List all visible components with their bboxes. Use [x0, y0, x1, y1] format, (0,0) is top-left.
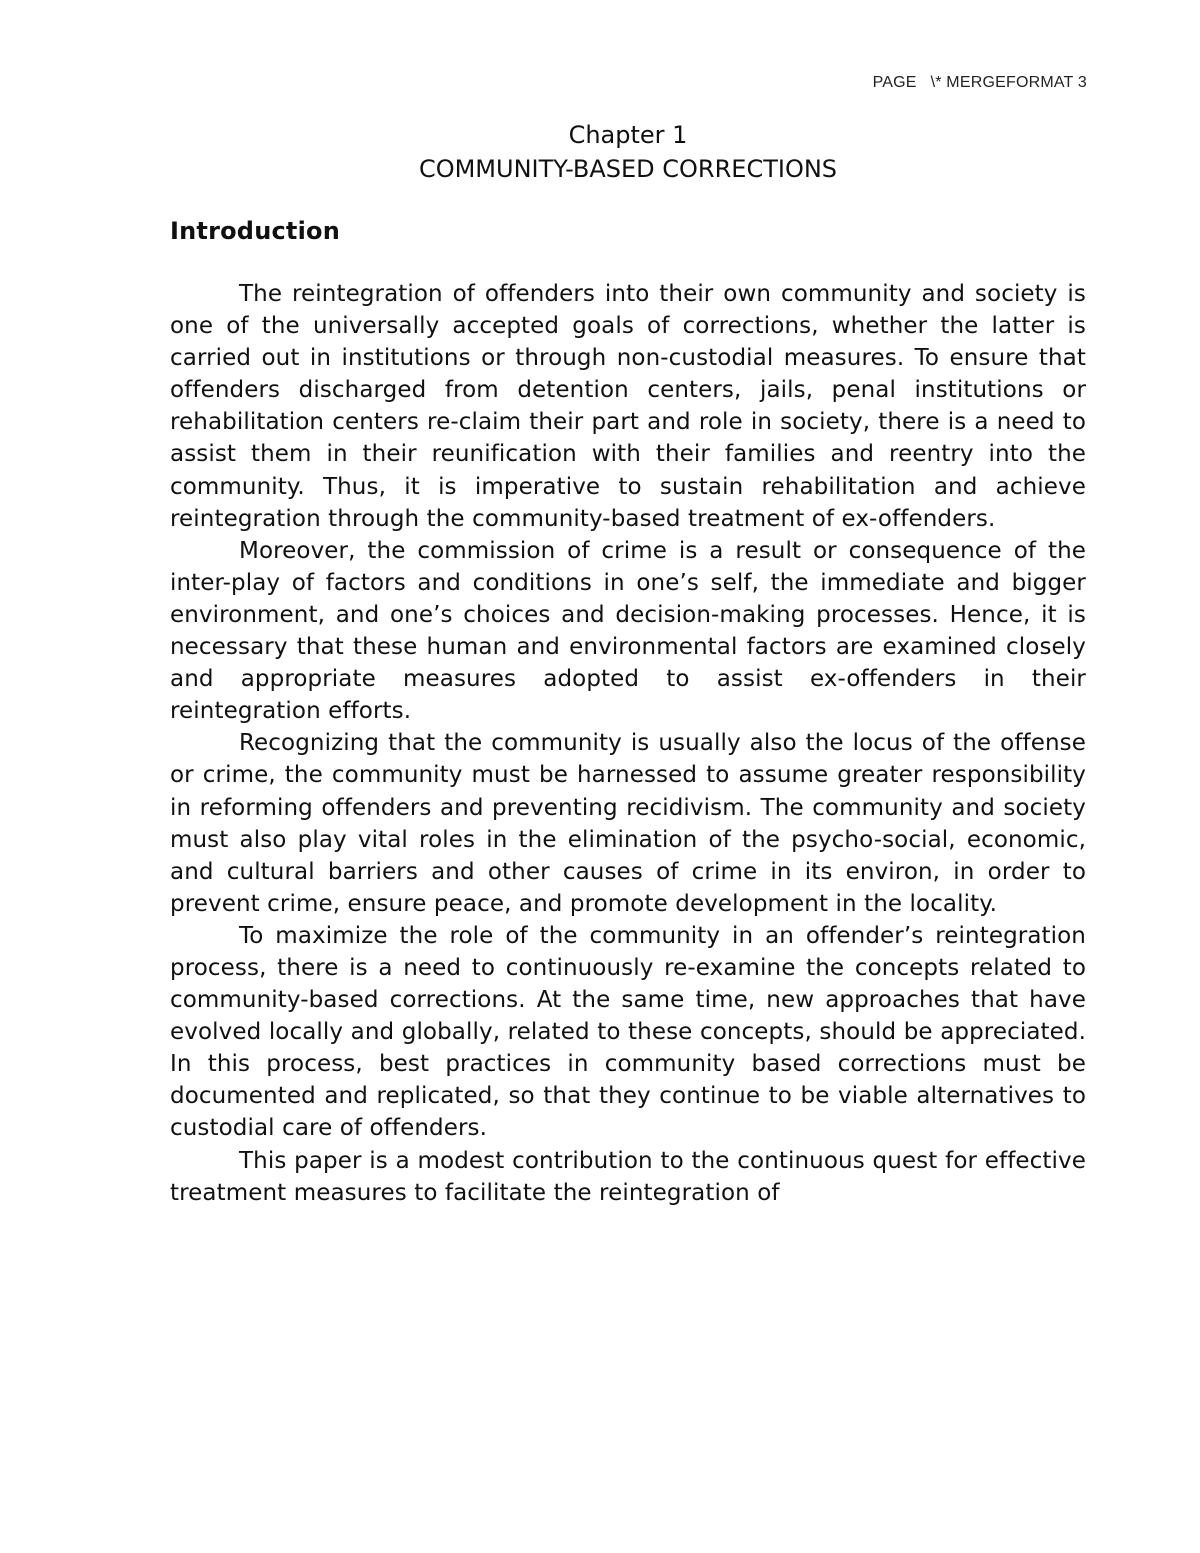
- chapter-subtitle: COMMUNITY-BASED CORRECTIONS: [418, 155, 838, 183]
- body-text: [170, 278, 1086, 1209]
- section-heading: Introduction: [170, 217, 340, 245]
- paragraph: This paper is a modest contribution to the continuous quest for effective treatment measures to facilitate the reintegration of: [170, 1147, 1086, 1206]
- paragraph: To maximize the role of the community in an offender’s reintegration process, there is a need to continuously re-examine the concepts related to community-based corrections. At the same time, new approaches that have evolved locally and globally, related to these concepts, should be appreciated. In this process, best practices in community based corrections must be documented and replicated, so that they continue to be viable alternatives to custodial care of offenders.: [170, 922, 1086, 1142]
- document-content: [170, 118, 1086, 1209]
- paragraph: Moreover, the commission of crime is a result or consequence of the inter-play of factors and conditions in one’s self, the immediate and bigger environment, and one’s choices and decision-making processes. Hence, it is necessary that these human and environmental factors are examined closely and appropriate measures adopted to assist ex-offenders in their reintegration efforts.: [170, 537, 1086, 725]
- chapter-title: Chapter 1: [568, 121, 688, 149]
- page-header-field: PAGE \* MERGEFORMAT 3: [872, 74, 1087, 91]
- paragraph: The reintegration of offenders into their own community and society is one of the universally accepted goals of corrections, whether the latter is carried out in institutions or through non-custodial measures. To ensure that offenders discharged from detention centers, jails, penal institutions or rehabilitation centers re-claim their part and role in society, there is a need to assist them in their reunification with their families and reentry into the community. Thus, it is imperative to sustain rehabilitation and achieve reintegration through the community-based treatment of ex-offenders.: [170, 281, 1086, 532]
- paragraph: Recognizing that the community is usually also the locus of the offense or crime, the community must be harnessed to assume greater responsibility in reforming offenders and preventing recidivism. The community and society must also play vital roles in the elimination of the psycho-social, economic, and cultural barriers and other causes of crime in its environ, in order to prevent crime, ensure peace, and promote development in the locality.: [170, 730, 1086, 917]
